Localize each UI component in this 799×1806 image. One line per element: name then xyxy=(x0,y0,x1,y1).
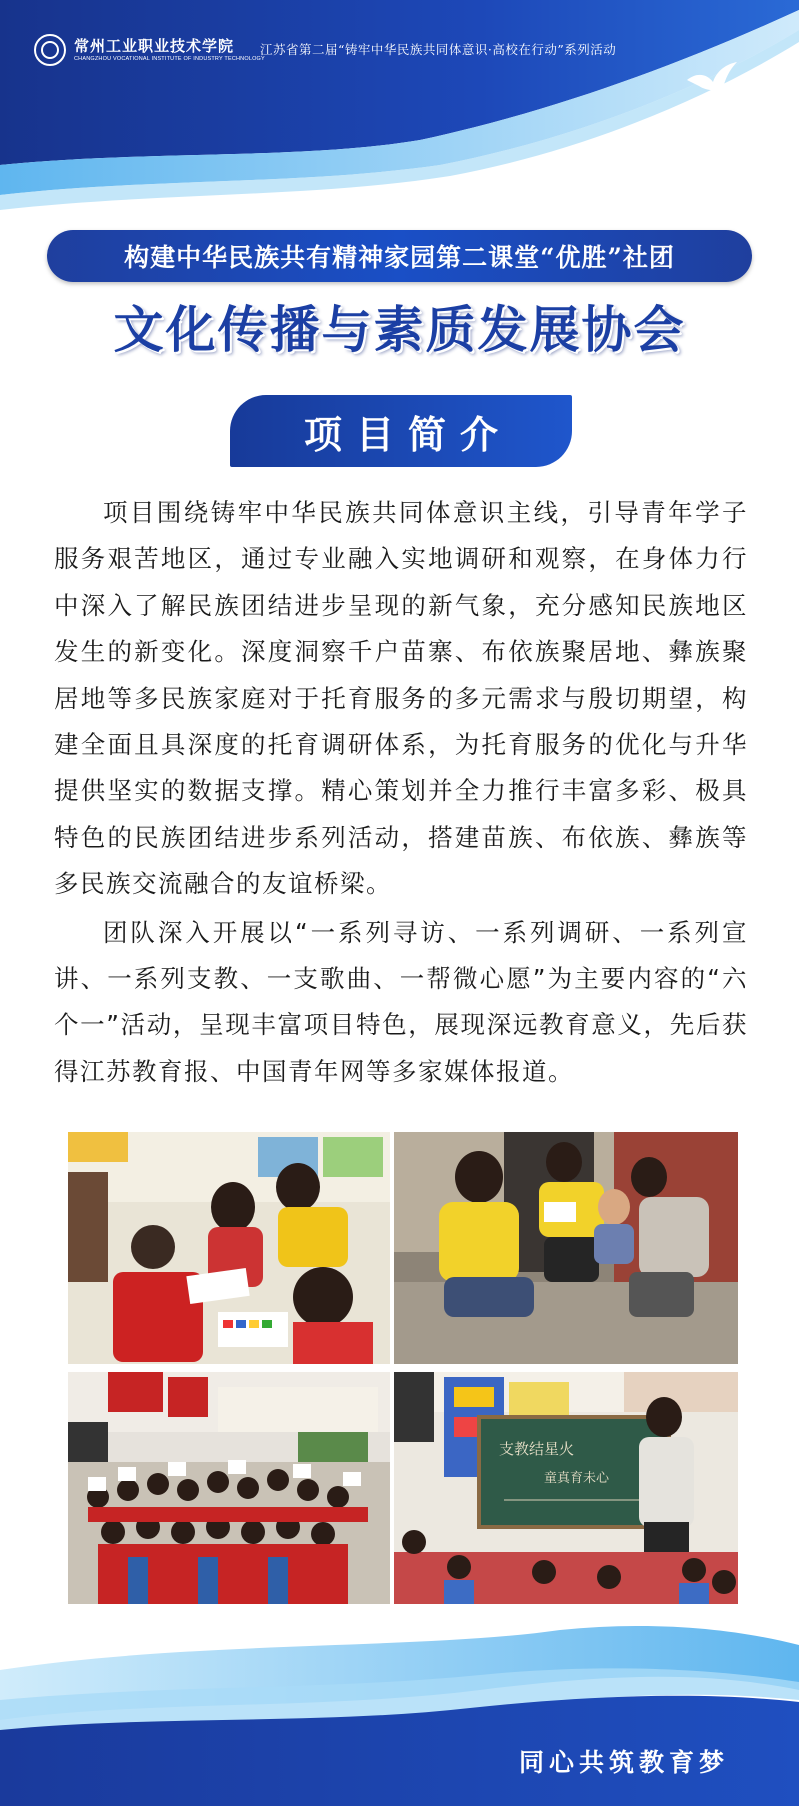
blackboard-line2: 童真育未心 xyxy=(544,1471,610,1486)
school-name-cn: 常州工业职业技术学院 xyxy=(74,37,235,55)
photo-children-drawing xyxy=(68,1132,390,1364)
blackboard-line1: 支教结星火 xyxy=(499,1440,575,1458)
school-name-en: CHANGZHOU VOCATIONAL INSTITUTE OF INDUSTRY TECHNOLOGY xyxy=(74,56,265,62)
intro-paragraph: 团队深入开展以“一系列寻访、一系列调研、一系列宣讲、一系列支教、一支歌曲、一帮微心愿”为主要内容的“六个一”活动，呈现丰富项目特色，展现深远教育意义，先后获得江苏教育报、中国青年网等多家媒体报道。 xyxy=(54,917,748,1086)
school-logo xyxy=(34,34,265,66)
project-intro xyxy=(54,490,748,1097)
page-title: 文化传播与素质发展协会 xyxy=(113,300,686,359)
photo-blackboard-lesson xyxy=(394,1372,738,1604)
school-emblem-icon xyxy=(34,34,66,66)
activity-line: 江苏省第二届“铸牢中华民族共同体意识·高校在行动”系列活动 xyxy=(260,42,617,57)
flying-birds-icon xyxy=(685,60,780,125)
intro-paragraph: 项目围绕铸牢中华民族共同体意识主线，引导青年学子服务艰苦地区，通过专业融入实地调研和观察，在身体力行中深入了解民族团结进步呈现的新气象，充分感知民族地区发生的新变化。深度洞察千户苗寨、布依族聚居地、彝族聚居地等多民族家庭对于托育服务的多元需求与殷切期望，构建全面且具深度的托育调研体系，为托育服务的优化与升华提供坚实的数据支撑。精心策划并全力推行丰富多彩、极具特色的民族团结进步系列活动，搭建苗族、布依族、彝族等多民族交流融合的友谊桥梁。 xyxy=(54,498,748,899)
subtitle-banner xyxy=(47,230,752,282)
photo-grid xyxy=(68,1132,738,1604)
photo-classroom-group xyxy=(68,1372,390,1604)
footer-slogan: 同心共筑教育梦 xyxy=(518,1748,729,1777)
photo-home-visit xyxy=(394,1132,738,1364)
subtitle: 构建中华民族共有精神家园第二课堂“优胜”社团 xyxy=(124,243,675,272)
section-label: 项目简介 xyxy=(303,412,512,457)
section-badge xyxy=(230,395,572,467)
header-banner xyxy=(0,0,799,215)
